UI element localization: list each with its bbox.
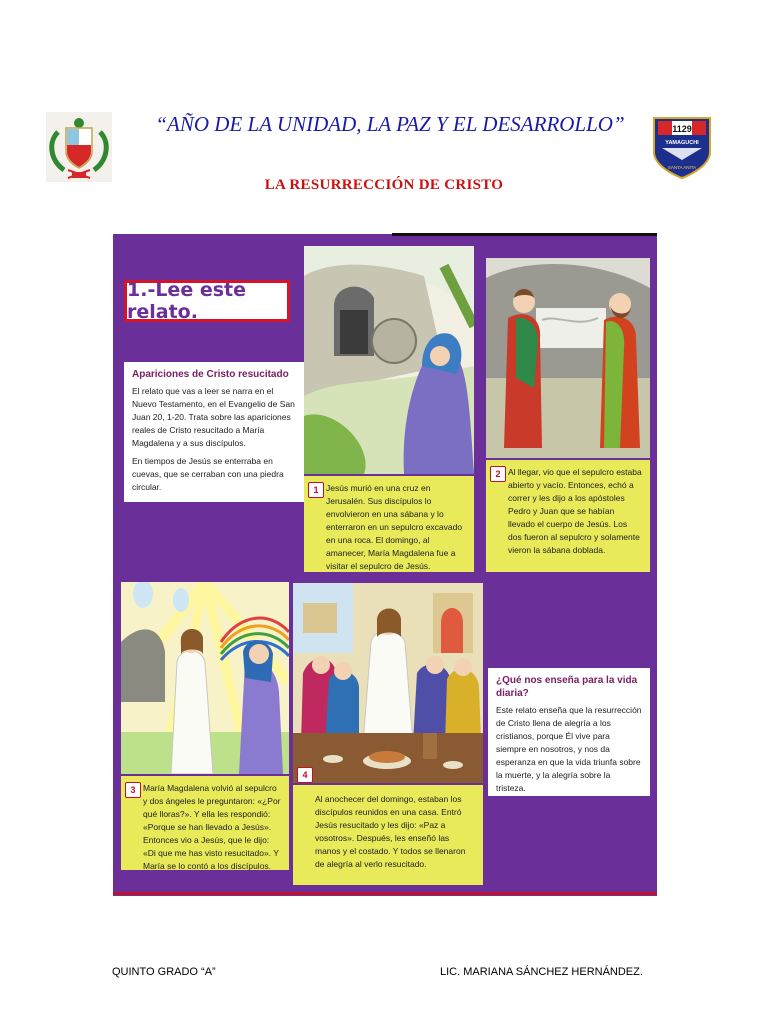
lesson-text: Este relato enseña que la resurrección de Cristo llena de alegría a los cristianos, porque Él vive para siempre en nosotros, y nos da esperanza en que la vida triunfa sobre la muerte, y la alegría sobre la tristeza. xyxy=(496,705,642,793)
peru-coat-of-arms xyxy=(46,112,112,182)
panel-4-caption xyxy=(293,770,483,885)
panel-4-number: 4 xyxy=(297,767,313,783)
instruction-label: 1.-Lee este relato. xyxy=(124,280,290,322)
school-name: YAMAGUCHI xyxy=(665,140,699,146)
school-badge xyxy=(648,112,716,180)
school-place: SANTA ANITA xyxy=(667,165,697,170)
panel-4-text: Al anochecer del domingo, estaban los discípulos reunidos en una casa. Entró Jesús resucitado y les dijo: «Paz a vosotros». Después, les enseñó las manos y el costado. Y todos se llenaron de alegría al verlo resucitado. xyxy=(315,794,466,869)
panel-1-number: 1 xyxy=(308,482,324,498)
school-number: 1129 xyxy=(672,124,692,134)
panel-4-illustration xyxy=(293,583,483,783)
intro-paragraph-1: El relato que vas a leer se narra en el Nuevo Testamento, en el Evangelio de San Juan 20, 1-20. Trata sobre las apariciones reales de Cristo resucitado a María Magdalena y a sus discípulos. xyxy=(132,386,295,448)
panel-1-illustration xyxy=(304,246,474,474)
intro-paragraph-2: En tiempos de Jesús se enterraba en cuevas, que se cerraban con una piedra circular. xyxy=(132,456,284,492)
panel-1-caption xyxy=(304,476,474,572)
board-top-line xyxy=(392,233,657,236)
board-bottom-line xyxy=(113,892,657,895)
panel-2-number: 2 xyxy=(490,466,506,482)
footer-grade: QUINTO GRADO “A” xyxy=(112,966,216,978)
panel-3-text: María Magdalena volvió al sepulcro y dos ángeles le preguntaron: «¿Por qué lloras?». Y ella les respondió: «Porque se han llevado a Jesús». Entonces vio a Jesús, que le dijo: «Di que me has visto resucitado». Y María se lo contó a los discípulos. xyxy=(143,783,281,871)
panel-2-text: Al llegar, vio que el sepulcro estaba abierto y vacío. Entonces, echó a correr y les dijo a los apóstoles Pedro y Juan que se habían llevado el cuerpo de Jesús. Los dos fueron al sepulcro y solamente vieron la sábana doblada. xyxy=(508,467,642,555)
year-motto: “AÑO DE LA UNIDAD, LA PAZ Y EL DESARROLLO” xyxy=(155,112,625,136)
lesson-card xyxy=(488,668,650,796)
panel-3-illustration xyxy=(121,582,289,774)
page-title: LA RESURRECCIÓN DE CRISTO xyxy=(264,177,504,193)
panel-2-caption xyxy=(486,460,650,572)
intro-card xyxy=(124,362,304,502)
intro-heading: Apariciones de Cristo resucitado xyxy=(132,369,289,380)
lesson-heading: ¿Qué nos enseña para la vida diaria? xyxy=(496,675,638,699)
panel-1-text: Jesús murió en una cruz en Jerusalén. Sus discípulos lo envolvieron en una sábana y lo enterraron en un sepulcro excavado en una roca. El domingo, al amanecer, María Magdalena fue a visitar el sepulcro de Jesús. xyxy=(326,483,463,571)
footer-teacher: LIC. MARIANA SÁNCHEZ HERNÁNDEZ. xyxy=(440,966,643,978)
panel-2-illustration xyxy=(486,258,650,458)
panel-3-number: 3 xyxy=(125,782,141,798)
panel-3-caption xyxy=(121,776,289,870)
